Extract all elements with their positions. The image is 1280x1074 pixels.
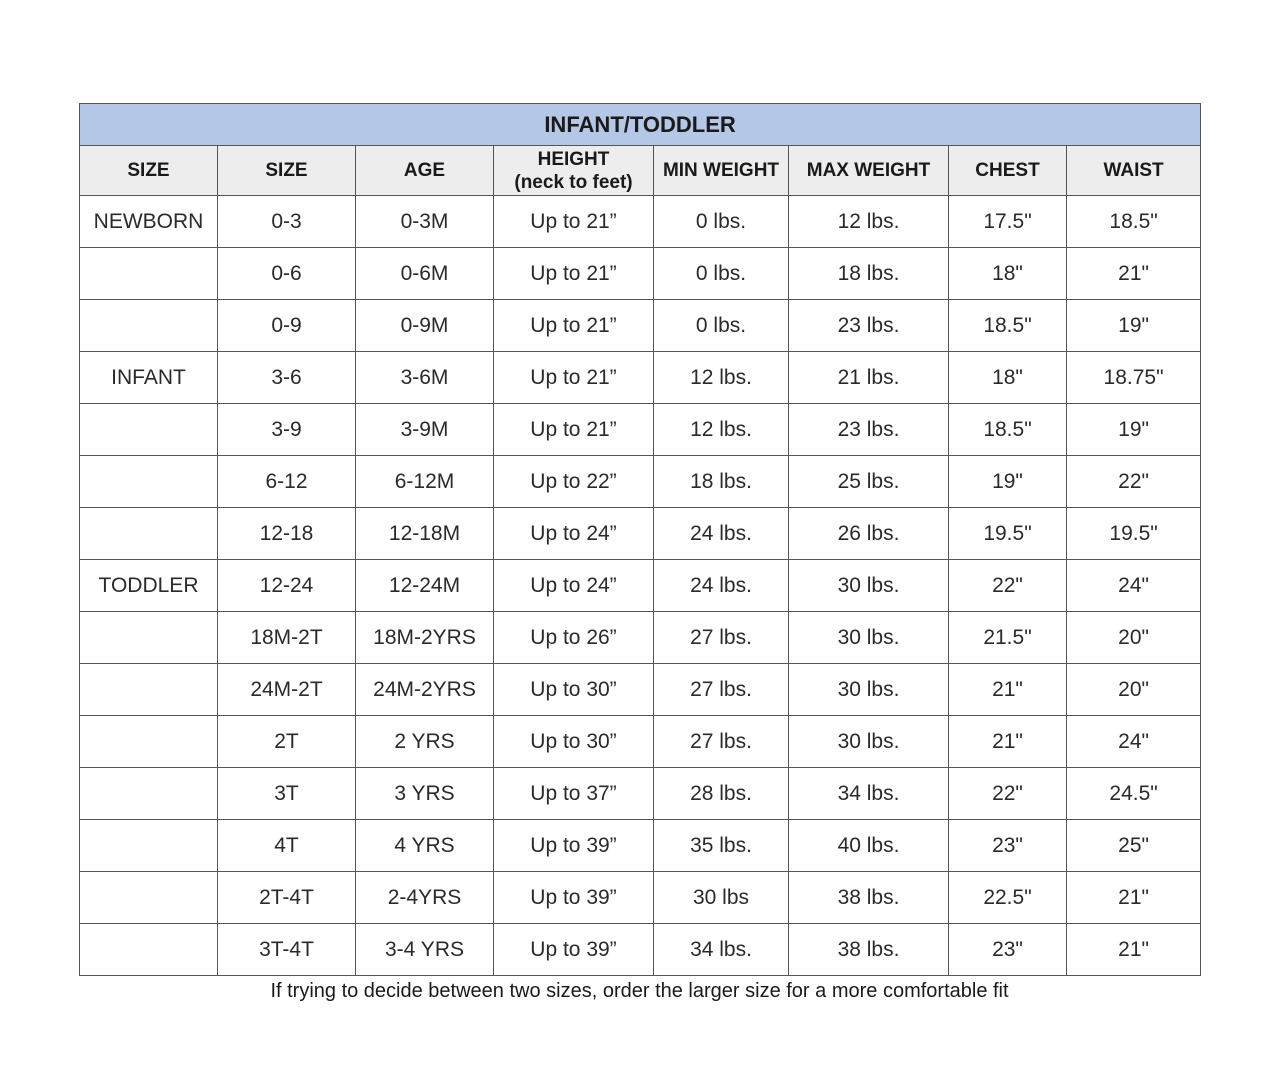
cell-max-weight: 40 lbs. [789,820,949,872]
cell-chest: 23" [949,924,1067,976]
cell-waist: 24" [1067,716,1201,768]
cell-chest: 21" [949,716,1067,768]
cell-max-weight: 30 lbs. [789,612,949,664]
cell-min-weight: 27 lbs. [654,664,789,716]
cell-category [80,768,218,820]
cell-size: 2T-4T [218,872,356,924]
cell-chest: 21" [949,664,1067,716]
cell-age: 18M-2YRS [356,612,494,664]
cell-max-weight: 30 lbs. [789,664,949,716]
cell-size: 3T [218,768,356,820]
title-row [80,104,1201,146]
cell-waist: 25" [1067,820,1201,872]
cell-age: 3-4 YRS [356,924,494,976]
cell-chest: 18.5" [949,300,1067,352]
table-row [80,820,1201,872]
cell-min-weight: 18 lbs. [654,456,789,508]
cell-category [80,924,218,976]
cell-chest: 17.5" [949,196,1067,248]
cell-size: 3-9 [218,404,356,456]
table-row [80,456,1201,508]
cell-size: 24M-2T [218,664,356,716]
table-row [80,404,1201,456]
header-chest: CHEST [949,146,1067,196]
cell-height: Up to 37” [494,768,654,820]
cell-min-weight: 24 lbs. [654,508,789,560]
cell-max-weight: 30 lbs. [789,560,949,612]
cell-category: TODDLER [80,560,218,612]
cell-chest: 19" [949,456,1067,508]
cell-chest: 23" [949,820,1067,872]
cell-chest: 22.5" [949,872,1067,924]
cell-waist: 24.5" [1067,768,1201,820]
cell-age: 0-6M [356,248,494,300]
header-height-line1: HEIGHT [537,148,610,170]
cell-size: 4T [218,820,356,872]
table-row [80,352,1201,404]
cell-category [80,612,218,664]
cell-age: 3-6M [356,352,494,404]
cell-height: Up to 26” [494,612,654,664]
cell-size: 0-3 [218,196,356,248]
cell-waist: 24" [1067,560,1201,612]
cell-chest: 22" [949,560,1067,612]
cell-age: 0-3M [356,196,494,248]
cell-height: Up to 30” [494,664,654,716]
table-row [80,664,1201,716]
cell-size: 3-6 [218,352,356,404]
cell-size: 6-12 [218,456,356,508]
cell-height: Up to 21” [494,196,654,248]
table-row [80,872,1201,924]
cell-size: 0-9 [218,300,356,352]
cell-max-weight: 30 lbs. [789,716,949,768]
cell-max-weight: 23 lbs. [789,300,949,352]
cell-waist: 22" [1067,456,1201,508]
cell-max-weight: 21 lbs. [789,352,949,404]
cell-height: Up to 24” [494,560,654,612]
table-row [80,768,1201,820]
cell-chest: 21.5" [949,612,1067,664]
cell-max-weight: 25 lbs. [789,456,949,508]
cell-age: 2 YRS [356,716,494,768]
cell-max-weight: 26 lbs. [789,508,949,560]
cell-waist: 20" [1067,612,1201,664]
cell-height: Up to 39” [494,924,654,976]
cell-min-weight: 12 lbs. [654,404,789,456]
cell-min-weight: 35 lbs. [654,820,789,872]
header-min-weight: MIN WEIGHT [654,146,789,196]
cell-height: Up to 30” [494,716,654,768]
cell-height: Up to 21” [494,248,654,300]
cell-category [80,872,218,924]
cell-min-weight: 28 lbs. [654,768,789,820]
cell-category [80,508,218,560]
cell-height: Up to 24” [494,508,654,560]
cell-age: 3 YRS [356,768,494,820]
cell-category: INFANT [80,352,218,404]
cell-height: Up to 21” [494,352,654,404]
cell-min-weight: 0 lbs. [654,300,789,352]
cell-min-weight: 24 lbs. [654,560,789,612]
table-row [80,612,1201,664]
cell-age: 24M-2YRS [356,664,494,716]
cell-category [80,664,218,716]
cell-waist: 18.5" [1067,196,1201,248]
cell-size: 0-6 [218,248,356,300]
cell-waist: 18.75" [1067,352,1201,404]
cell-max-weight: 23 lbs. [789,404,949,456]
table-row [80,560,1201,612]
cell-chest: 18" [949,352,1067,404]
cell-waist: 19.5" [1067,508,1201,560]
cell-max-weight: 34 lbs. [789,768,949,820]
cell-category [80,456,218,508]
cell-max-weight: 12 lbs. [789,196,949,248]
header-height-line2: (neck to feet) [514,171,633,193]
cell-age: 6-12M [356,456,494,508]
cell-age: 0-9M [356,300,494,352]
cell-size: 2T [218,716,356,768]
cell-category: NEWBORN [80,196,218,248]
table-row [80,924,1201,976]
cell-waist: 21" [1067,924,1201,976]
cell-max-weight: 38 lbs. [789,924,949,976]
cell-waist: 20" [1067,664,1201,716]
cell-chest: 19.5" [949,508,1067,560]
cell-age: 12-24M [356,560,494,612]
cell-waist: 19" [1067,300,1201,352]
cell-category [80,248,218,300]
cell-age: 3-9M [356,404,494,456]
cell-height: Up to 39” [494,820,654,872]
header-height [494,146,654,196]
cell-age: 12-18M [356,508,494,560]
cell-min-weight: 34 lbs. [654,924,789,976]
cell-height: Up to 21” [494,300,654,352]
cell-category [80,820,218,872]
cell-category [80,404,218,456]
cell-age: 2-4YRS [356,872,494,924]
header-waist: WAIST [1067,146,1201,196]
cell-height: Up to 21” [494,404,654,456]
cell-min-weight: 27 lbs. [654,612,789,664]
footnote: If trying to decide between two sizes, order the larger size for a more comfortable fit [270,980,1009,1002]
cell-category [80,716,218,768]
cell-waist: 21" [1067,872,1201,924]
cell-height: Up to 39” [494,872,654,924]
cell-category [80,300,218,352]
cell-height: Up to 22” [494,456,654,508]
table-row [80,248,1201,300]
cell-chest: 18" [949,248,1067,300]
cell-min-weight: 0 lbs. [654,196,789,248]
cell-size: 18M-2T [218,612,356,664]
header-row [80,146,1201,196]
cell-max-weight: 38 lbs. [789,872,949,924]
cell-min-weight: 0 lbs. [654,248,789,300]
header-age: AGE [356,146,494,196]
cell-size: 12-24 [218,560,356,612]
cell-chest: 22" [949,768,1067,820]
header-max-weight: MAX WEIGHT [789,146,949,196]
table-title: INFANT/TODDLER [80,104,1201,146]
table-row [80,196,1201,248]
table-row [80,716,1201,768]
cell-size: 3T-4T [218,924,356,976]
size-chart-table [79,103,1201,976]
cell-min-weight: 30 lbs [654,872,789,924]
header-category: SIZE [80,146,218,196]
cell-max-weight: 18 lbs. [789,248,949,300]
cell-min-weight: 12 lbs. [654,352,789,404]
cell-waist: 19" [1067,404,1201,456]
table-row [80,300,1201,352]
cell-size: 12-18 [218,508,356,560]
table-row [80,508,1201,560]
cell-min-weight: 27 lbs. [654,716,789,768]
cell-age: 4 YRS [356,820,494,872]
header-size: SIZE [218,146,356,196]
cell-waist: 21" [1067,248,1201,300]
cell-chest: 18.5" [949,404,1067,456]
